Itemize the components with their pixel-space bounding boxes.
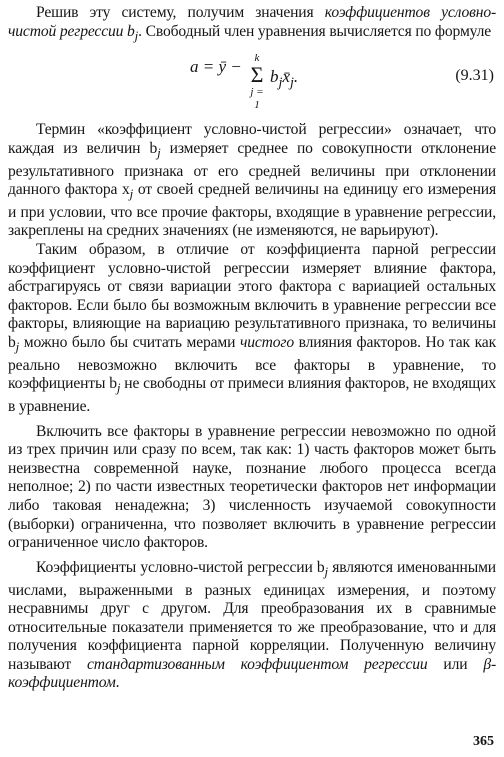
paragraph-3 [8, 241, 496, 417]
paragraph-5 [8, 559, 496, 693]
italic-term: стандартизованным коэффициентом регрессии [86, 655, 428, 673]
sum-symbol: Σ [250, 62, 264, 88]
text-run: Термин «коэффициент условно-чистой регрессии» означает, что каждая из величин b [8, 121, 496, 157]
italic-term: коэффициентов условно-чистой регрессии b [8, 4, 497, 40]
text-run: . Свободный член уравнения вычисляется по формуле [138, 22, 492, 40]
book-page [8, 4, 496, 693]
subscript: j [157, 145, 161, 160]
paragraph-1 [8, 4, 496, 45]
term-x: x̄ [282, 67, 290, 87]
text-run: Таким образом, в отличие от коэффициента парной регрессии коэффициент условно-чистой регрессии измеряет влияние фактора, абстрагируясь от связи вариации этого фактора с вариацией остальных факторов. Если было бы возможным включить в уравнение регрессии все факторы, влияющие на вариацию результативного признака, то величины b [8, 241, 496, 352]
text-run: Решив эту систему, получим значения [36, 4, 325, 21]
subscript: j [15, 339, 20, 355]
sum-lower-limit: j = 1 [250, 86, 264, 112]
subscript: j [134, 27, 139, 43]
paragraph-2 [8, 121, 496, 241]
subscript: j [116, 380, 121, 396]
formula-lhs: a = ȳ − [190, 57, 242, 77]
text-run: . [115, 674, 120, 692]
formula-number: (9.31) [455, 67, 494, 85]
text-run: Коэффициенты условно-чистой регрессии b [36, 558, 325, 576]
term-end: . [293, 67, 299, 87]
text-run: или [427, 655, 484, 673]
subscript: j [129, 186, 134, 202]
text-run: являются именованными числами, выраженными в разных единицах измерения, и поэтому несравнимы друг с другом. Для преобразования их в сравнимые относительные показатели применяется то же преобразование, что и для получения коэффициента парной корреляции. Полученную величину называют [8, 558, 496, 673]
paragraph-4 [8, 423, 496, 553]
term-x-sub: j [289, 74, 294, 91]
text-run: Включить все факторы в уравнение регрессии невозможно по одной из трех причин или сразу по всем, так как: 1) часть факторов может быть неизвестна современной науке, познание любого процесса всегда неполное; 2) по части известных теоретически факторов нет информации либо таковая ненадежна; 3) численность изучаемой совокупности (выборки) ограниченна, что позволяет включить в уравнение регрессии ограниченное число факторов. [8, 422, 496, 552]
formula-term [270, 67, 298, 91]
term-b-sub: j [278, 74, 283, 91]
italic-term: β-коэффициентом [8, 655, 496, 692]
text-run: от своей средней величины на единицу его измерения и при условии, что все прочие факторы, входящие в уравнение регрессии, закреплены на средних значениях (не изменяются, не варьируют). [8, 181, 497, 240]
italic-term: чистого [239, 334, 294, 352]
term-b: b [270, 67, 279, 87]
formula-9-31 [8, 49, 496, 113]
subscript: j [324, 563, 329, 579]
text-run: не свободны от примеси влияния факторов, не входящих в уравнение. [8, 375, 496, 416]
sum-upper-limit: k [254, 52, 260, 65]
text-run: можно было бы считать мерами [19, 334, 240, 352]
sum-operator [248, 53, 266, 112]
text-run: измеряет среднее по совокупности отклонение результативного признака от его средней величины при отклонении данного фактора x [8, 139, 497, 199]
text-run: влияния факторов. Но так как реально невозможно включить все факторы в уравнение, то коэффициенты b [8, 334, 496, 393]
page-number: 365 [473, 734, 494, 749]
